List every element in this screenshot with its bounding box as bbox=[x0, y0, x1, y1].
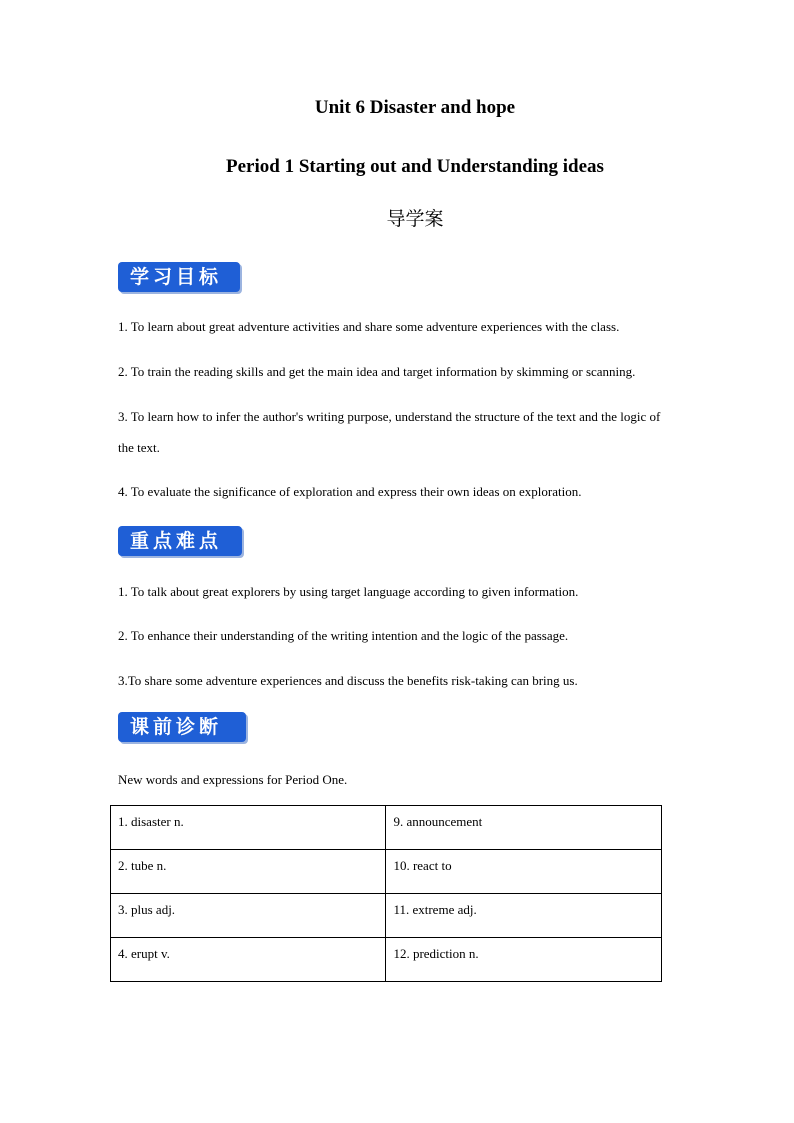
period-title: Period 1 Starting out and Understanding ideas bbox=[226, 156, 604, 177]
table-cell: 4. erupt v. bbox=[111, 938, 386, 982]
vocab-table bbox=[110, 805, 662, 982]
table-cell: 2. tube n. bbox=[111, 850, 386, 894]
vocab-intro: New words and expressions for Period One. bbox=[118, 772, 348, 787]
goal-item-1: 1. To learn about great adventure activities and share some adventure experiences with the class. bbox=[118, 319, 620, 334]
table-cell: 9. announcement bbox=[386, 806, 662, 850]
pre-class-heading-badge: 课前诊断 bbox=[118, 712, 246, 742]
key-point-item-3: 3.To share some adventure experiences and discuss the benefits risk-taking can bring us. bbox=[118, 673, 578, 688]
key-points-heading-badge: 重点难点 bbox=[118, 526, 242, 556]
table-cell: 12. prediction n. bbox=[386, 938, 662, 982]
table-cell: 3. plus adj. bbox=[111, 894, 386, 938]
key-point-item-1: 1. To talk about great explorers by using target language according to given information. bbox=[118, 584, 579, 599]
table-cell: 10. react to bbox=[386, 850, 662, 894]
table-row bbox=[111, 894, 662, 938]
table-cell: 1. disaster n. bbox=[111, 806, 386, 850]
goals-heading-badge: 学习目标 bbox=[118, 262, 240, 292]
unit-title: Unit 6 Disaster and hope bbox=[314, 97, 516, 118]
goal-item-4: 4. To evaluate the significance of exploration and express their own ideas on exploration. bbox=[118, 484, 582, 499]
goal-item-3: 3. To learn how to infer the author's writing purpose, understand the structure of the text and the logic of bbox=[118, 409, 661, 424]
table-row bbox=[111, 850, 662, 894]
key-point-item-2: 2. To enhance their understanding of the writing intention and the logic of the passage. bbox=[118, 628, 569, 643]
table-cell: 11. extreme adj. bbox=[386, 894, 662, 938]
table-row bbox=[111, 938, 662, 982]
goal-item-3-cont: the text. bbox=[118, 440, 160, 455]
goal-item-2: 2. To train the reading skills and get the main idea and target information by skimming or scanning. bbox=[118, 364, 636, 379]
table-row bbox=[111, 806, 662, 850]
doc-type-title: 导学案 bbox=[386, 208, 444, 230]
